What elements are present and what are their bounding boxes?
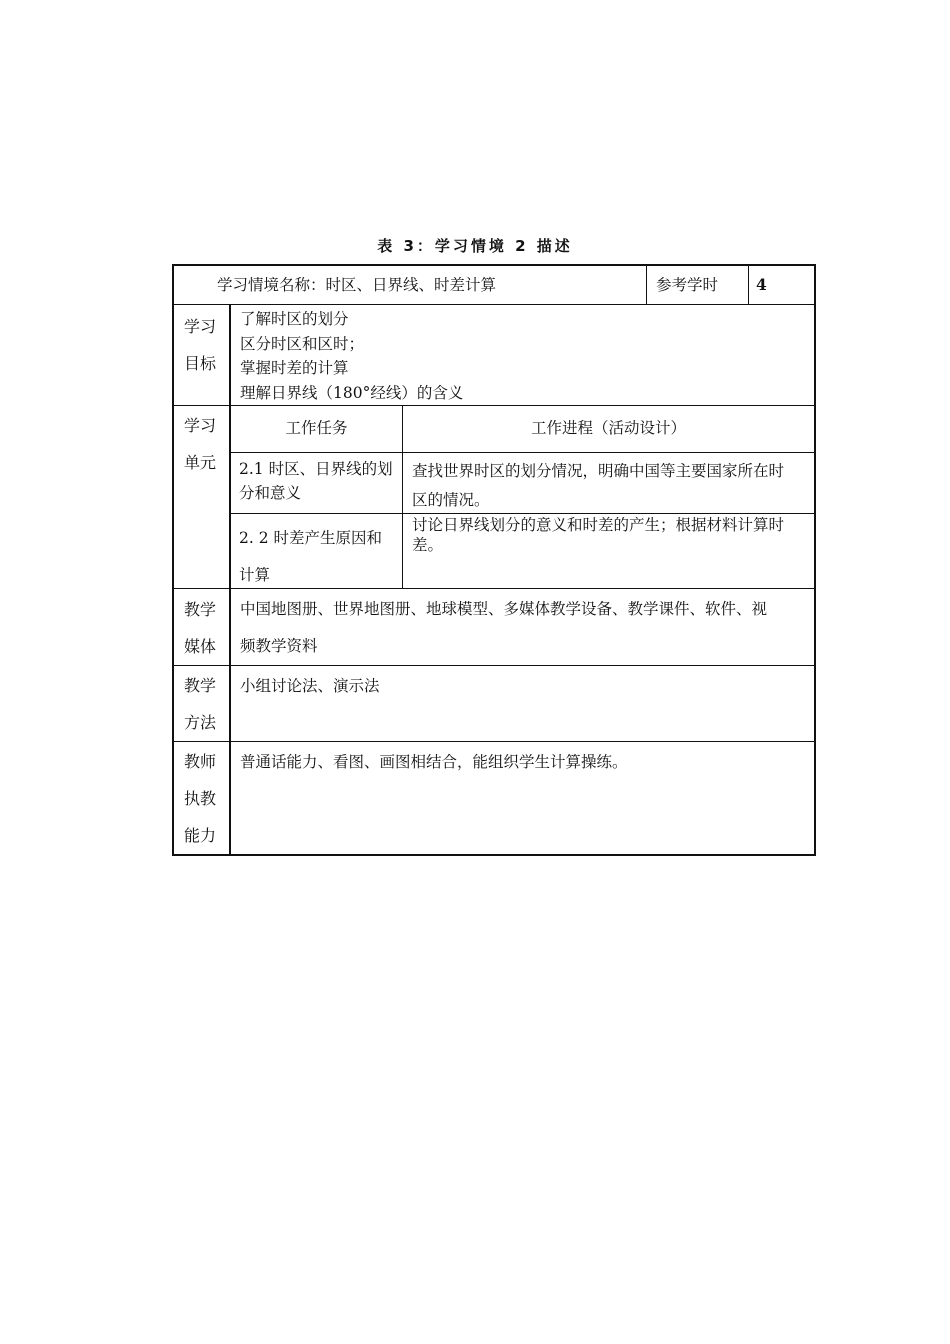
- border-top: [172, 264, 816, 266]
- rule: [172, 665, 816, 666]
- teacher-label: 教师 执教 能力: [183, 752, 216, 845]
- objective-item: 区分时区和区时；: [240, 334, 365, 353]
- objectives-list: [240, 307, 463, 405]
- unit-task: 2. 2 时差产生原因和 计算: [239, 529, 383, 584]
- unit-progress: 查找世界时区的划分情况，明确中国等主要国家所在时 区的情况。: [412, 462, 785, 509]
- rule: [172, 741, 816, 742]
- rule: [172, 304, 816, 305]
- rule: [172, 405, 816, 406]
- unit-progress: 讨论日界线划分的意义和时差的产生；根据材料计算时 差。: [412, 516, 785, 554]
- hours-label: 参考学时: [656, 276, 719, 294]
- objective-item: 掌握时差的计算: [240, 359, 349, 377]
- task-column-header: 工作任务: [285, 419, 348, 437]
- label-column-rule: [229, 304, 231, 856]
- hours-value-rule: [748, 264, 749, 304]
- progress-column-header: 工作进程（活动设计）: [530, 419, 686, 437]
- table-caption: 表 3：学习情境 2 描述: [377, 237, 573, 255]
- teacher-text: 普通话能力、看图、画图相结合，能组织学生计算操练。: [240, 753, 628, 771]
- border-bottom: [172, 854, 816, 856]
- methods-text: 小组讨论法、演示法: [240, 677, 380, 695]
- hours-rule: [646, 264, 647, 304]
- situation-table: [172, 264, 816, 856]
- media-label: 教学 媒体: [183, 600, 216, 656]
- situation-name: 学习情境名称：时区、日界线、时差计算: [217, 276, 497, 294]
- objective-item: 理解日界线（180°经线）的含义: [240, 383, 464, 402]
- border-right: [814, 264, 816, 856]
- methods-label: 教学 方法: [183, 676, 216, 732]
- units-label: 学习 单元: [183, 416, 216, 472]
- objectives-label: 学习 目标: [183, 317, 216, 373]
- media-text: 中国地图册、世界地图册、地球模型、多媒体教学设备、教学课件、软件、视 频教学资料: [240, 600, 768, 655]
- objective-item: 了解时区的划分: [240, 310, 349, 328]
- hours-value: 4: [756, 275, 767, 294]
- rule: [230, 452, 816, 453]
- unit-task: 2.1 时区、日界线的划 分和意义: [239, 460, 393, 502]
